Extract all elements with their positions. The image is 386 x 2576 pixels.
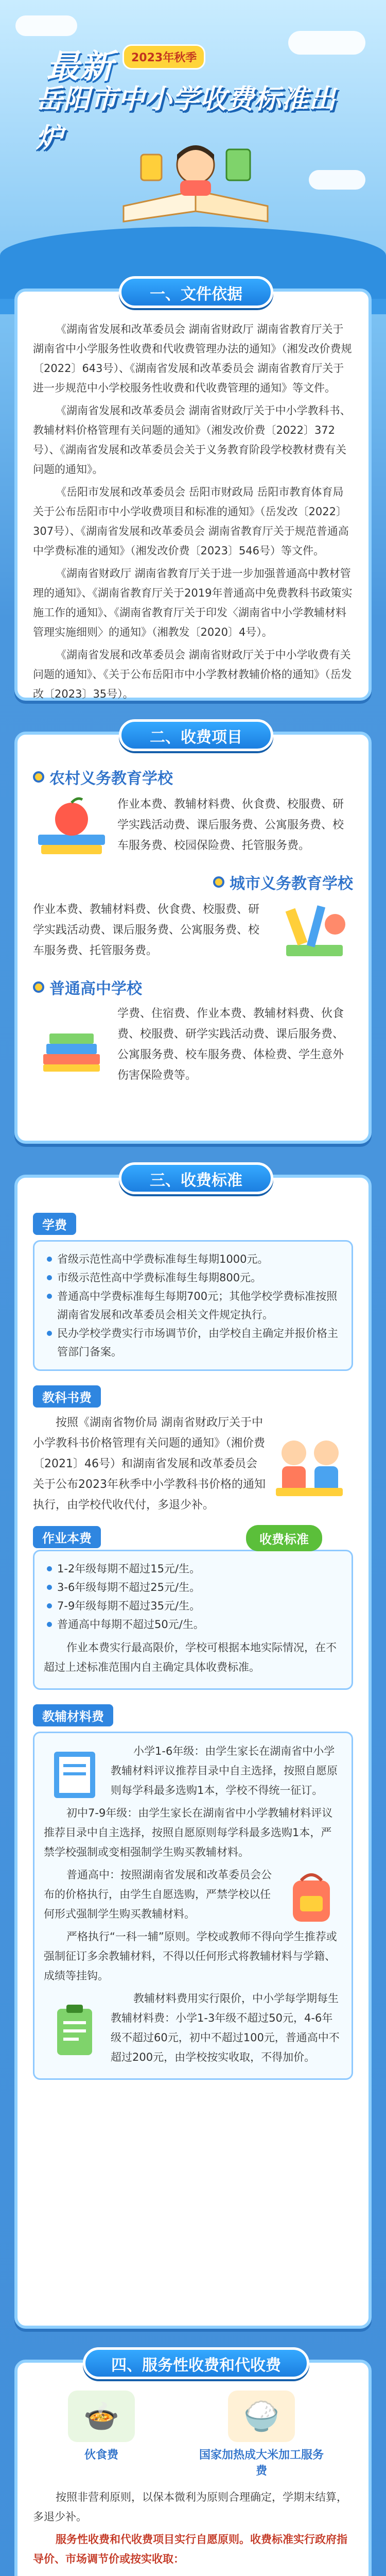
ribbon-standard: 收费标准 xyxy=(246,1525,322,1551)
section-items xyxy=(14,728,372,1144)
textbook-row xyxy=(33,1413,353,1519)
meal-text: 按照非营利原则，以保本微利为原则合理确定，学期末结算，多退少补。 xyxy=(33,2491,347,2523)
cloud-decoration xyxy=(309,170,365,190)
bullet-dot-icon xyxy=(33,981,44,993)
section-title: 三、收费标准 xyxy=(119,1162,273,1194)
tuition-item: 普通高中学费标准每生每期700元；其他学校学费标准按照湖南省发展和改革委员会相关文件规定执行。 xyxy=(44,1287,342,1324)
workbook-item: 3-6年级每期不超过25元/生。 xyxy=(44,1578,342,1597)
services-intro: 服务性收费和代收费项目实行自愿原则。收费标准实行政府指导价、市场调节价或按实收取： xyxy=(33,2533,347,2565)
subhead-highschool xyxy=(33,976,353,998)
cloud-decoration xyxy=(15,15,77,36)
workbook-box xyxy=(33,1550,353,1690)
basis-paragraph: 《湖南省财政厅 湖南省教育厅关于进一步加强普通高中教材管理的通知》、《湖南省教育厅关于2019年普通高中免费教科书政策实施工作的通知》、《湖南省教育厅关于印发〈湖南省中小学教辅材料管理实施细则〉的通知》（湘教发〔2020〕4号）。 xyxy=(33,567,353,638)
tag-textbook: 教科书费 xyxy=(33,1385,101,1408)
section-services xyxy=(14,2357,372,2576)
book-illustration-icon xyxy=(113,129,278,232)
materials-box xyxy=(33,1732,353,2080)
highschool-row xyxy=(33,1004,353,1089)
materials-row xyxy=(44,1989,342,2070)
books-stack-icon xyxy=(33,1013,110,1080)
rice-icon: 🍚 xyxy=(228,2391,295,2442)
city-items-text: 作业本费、教辅材料费、伙食费、校服费、研学实践活动费、课后服务费、公寓服务费、校车服务费、托管服务费。 xyxy=(33,903,260,957)
materials-paragraph: 教辅材料费用实行限价，中小学每学期每生教辅材料费：小学1-3年级不超过50元，4-6年级不超过60元，初中不超过100元，普通高中不超过200元，由学校按实收取，不得加价。 xyxy=(111,1992,340,2063)
materials-paragraph: 初中7-9年级：由学生家长在湖南省中小学教辅材料评议推荐目录中自主选择，按照自愿原则每学科最多选购1本，严禁学校强制或变相强制学生购买教辅材料。 xyxy=(44,1807,333,1858)
basis-paragraph: 《湖南省发展和改革委员会 湖南省财政厅关于中小学教科书、教辅材料价格管理有关问题的通知》（湘发改价费〔2022〕372号）、《湖南省发展和改革委员会关于义务教育阶段学校教材费有关问题的通知》。 xyxy=(33,404,351,476)
backpack-icon xyxy=(280,1865,342,1927)
rural-items-text: 作业本费、教辅材料费、伙食费、校服费、研学实践活动费、课后服务费、公寓服务费、校车服务费、校园保险费、托管服务费。 xyxy=(117,798,344,852)
clipboard-icon xyxy=(44,1998,106,2060)
book-icon xyxy=(44,1741,106,1803)
city-row xyxy=(33,899,353,965)
workbook-item: 7-9年级每期不超过35元/生。 xyxy=(44,1597,342,1615)
section-title: 一、文件依据 xyxy=(119,276,273,308)
students-reading-icon xyxy=(266,1427,353,1504)
section-basis xyxy=(14,285,372,701)
workbook-item: 普通高中每期不超过50元/生。 xyxy=(44,1615,342,1634)
pencil-ruler-icon xyxy=(276,899,353,965)
tag-tuition: 学费 xyxy=(33,1213,76,1235)
bullet-dot-icon xyxy=(33,771,44,783)
meal-label: 伙食费 xyxy=(84,2449,118,2462)
materials-row xyxy=(44,1741,342,1803)
basis-paragraph: 《湖南省发展和改革委员会 湖南省财政厅关于中小学收费有关问题的通知》、《关于公布岳阳市中小学教材教辅价格的通知》（岳发改〔2023〕35号）。 xyxy=(33,649,352,700)
tag-materials: 教辅材料费 xyxy=(33,1704,113,1726)
rice-label: 国家加热成大米加工服务费 xyxy=(199,2449,324,2478)
workbook-item: 1-2年级每期不超过15元/生。 xyxy=(44,1560,342,1578)
subhead-rural xyxy=(33,766,353,788)
basis-paragraph: 《岳阳市发展和改革委员会 岳阳市财政局 岳阳市教育体育局关于公布岳阳市中小学收费项目和标准的通知》（岳发改〔2022〕307号）、《湖南省发展和改革委员会 湖南省教育厅关于规范普通高中学费标准的通知》（湘发改价费〔2023〕546号）等文件。 xyxy=(33,486,349,557)
cloud-decoration xyxy=(288,31,365,55)
page-title: 岳阳市中小学收费标准出炉 xyxy=(36,84,337,154)
tuition-item: 市级示范性高中学费标准每生每期800元。 xyxy=(44,1268,342,1287)
workbook-note: 作业本费实行最高限价，学校可根据本地实际情况，在不超过上述标准范围内自主确定具体收费标准。 xyxy=(44,1641,337,1673)
tag-workbook: 作业本费 xyxy=(33,1526,101,1548)
highschool-items-text: 学费、住宿费、作业本费、教辅材料费、伙食费、校服费、研学实践活动费、课后服务费、公寓服务费、校车服务费、体检费、学生意外伤害保险费等。 xyxy=(117,1007,344,1082)
subhead-label: 城市义务教育学校 xyxy=(230,875,353,893)
subhead-label: 农村义务教育学校 xyxy=(49,770,173,788)
section-standards xyxy=(14,1172,372,2329)
rice-item xyxy=(195,2391,328,2478)
meal-item xyxy=(58,2391,145,2478)
materials-paragraph: 严格执行“一科一辅”原则。学校或教师不得向学生推荐或强制征订多余教辅材料，不得以任何形式将教辅材料与学籍、成绩等挂钩。 xyxy=(44,1930,337,1982)
service-top-row xyxy=(33,2391,353,2478)
subhead-label: 普通高中学校 xyxy=(49,980,142,998)
meal-icon: 🍲 xyxy=(68,2391,135,2442)
season-badge: 2023年秋季 xyxy=(122,44,205,70)
materials-paragraph: 普通高中：按照湖南省发展和改革委员会公布的价格执行，由学生自愿选购，严禁学校以任何形式强制学生购买教辅材料。 xyxy=(44,1869,272,1920)
bullet-dot-icon xyxy=(213,876,224,888)
header-banner xyxy=(0,0,386,289)
apple-books-icon xyxy=(33,793,110,860)
workbook-head-row xyxy=(33,1519,353,1550)
header-prefix: 最新 xyxy=(46,48,114,86)
section-title: 四、服务性收费和代收费 xyxy=(83,2347,309,2379)
section-title: 二、收费项目 xyxy=(119,719,273,751)
tuition-item: 省级示范性高中学费标准每生每期1000元。 xyxy=(44,1250,342,1268)
rural-row xyxy=(33,793,353,860)
textbook-text: 按照《湖南省物价局 湖南省财政厅关于中小学教科书价格管理有关问题的通知》（湘价费〔2021〕46号）和湖南省发展和改革委员会关于公布2023年秋季中小学教科书价格的通知执行，由学校代收代付，多退少补。 xyxy=(33,1416,266,1512)
materials-row xyxy=(44,1865,342,1927)
materials-paragraph: 小学1-6年级：由学生家长在湖南省中小学教辅材料评议推荐目录中自主选择，按照自愿原则每学科最多选购1本，学校不得统一征订。 xyxy=(111,1745,338,1797)
subhead-city xyxy=(33,871,353,893)
tuition-box xyxy=(33,1240,353,1371)
tuition-item: 民办学校学费实行市场调节价，由学校自主确定并报价格主管部门备案。 xyxy=(44,1324,342,1361)
basis-paragraph: 《湖南省发展和改革委员会 湖南省财政厅 湖南省教育厅关于湖南省中小学服务性收费和代收费管理办法的通知》（湘发改价费规〔2022〕643号）、《湖南省发展和改革委员会 湖南省教育厅关于进一步规范中小学校服务性收费和代收费管理的通知》等文件。 xyxy=(33,323,352,394)
